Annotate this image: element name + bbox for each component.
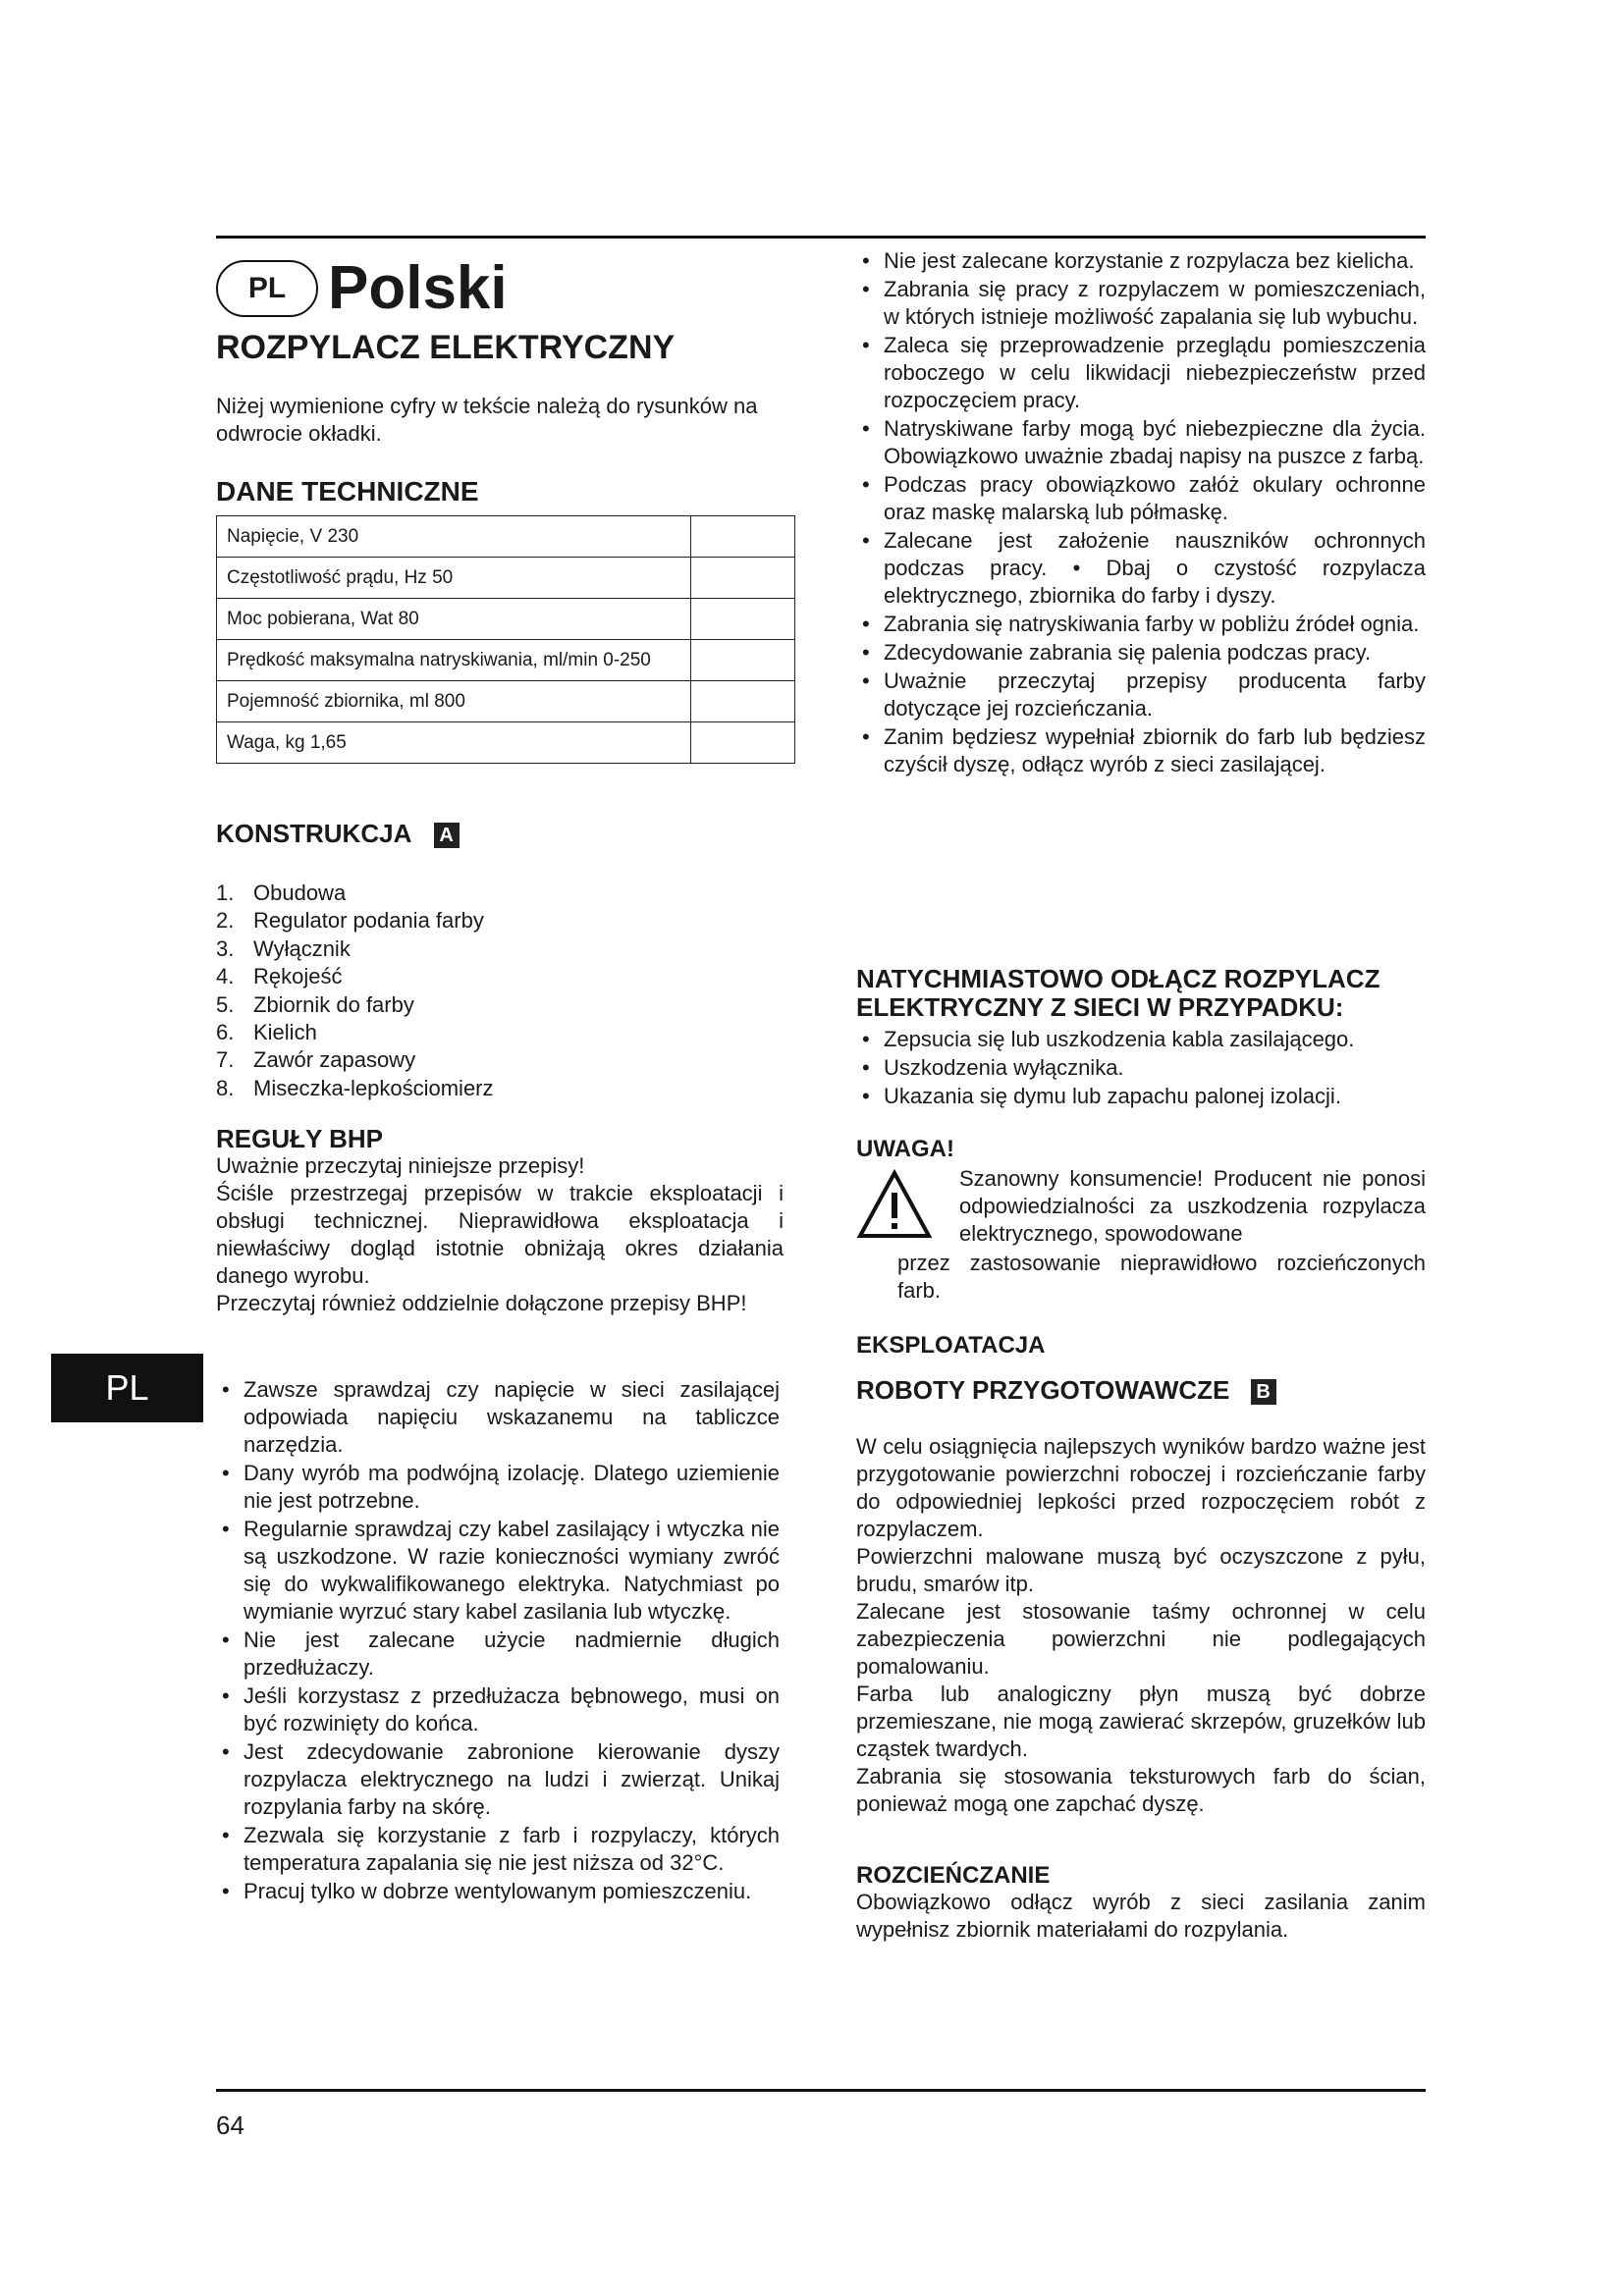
disconnect-bullet-list (856, 1026, 1426, 1111)
list-item: 1. Obudowa (216, 881, 347, 905)
list-item: • Dany wyrób ma podwójną izolację. Dlatego uziemienie nie jest potrzebne. (216, 1460, 780, 1515)
operation-heading: EKSPLOATACJA (856, 1332, 1046, 1359)
specs-label: Prędkość maksymalna natryskiwania, ml/min 0-250 (217, 640, 691, 681)
specs-label: Moc pobierana, Wat 80 (217, 599, 691, 640)
bottom-rule (216, 2089, 1426, 2092)
prep-paragraphs: W celu osiągnięcia najlepszych wyników bardzo ważne jest przygotowanie powierzchni roboczej i rozcieńczanie farby do odpowiedniej lepkości przed rozpoczęciem robót z rozpylaczem. Powierzchni malowane muszą być oczyszczone z pyłu, brudu, smarów itp. Zalecane jest stosowanie taśmy ochronnej w celu zabezpieczenia powierzchni nie podlegających pomalowaniu. Farba lub analogiczny płyn muszą być dobrze przemieszane, nie mogą zawierać skrzepów, gruzełków lub cząstek twardych. Zabrania się stosowania teksturowych farb do ścian, ponieważ mogą one zapchać dyszę. (856, 1434, 1426, 1816)
specs-row (217, 722, 795, 764)
language-side-tab-label: PL (105, 1367, 149, 1408)
list-item: • Zanim będziesz wypełniał zbiornik do farb lub będziesz czyścił dyszę, odłącz wyrób z sieci zasilającej. (856, 723, 1426, 778)
language-side-tab (51, 1354, 203, 1422)
list-item: • Zalecane jest założenie nauszników ochronnych podczas pracy. • Dbaj o czystość rozpylacza elektrycznego, zbiornika do farby i dyszy. (856, 527, 1426, 610)
specs-row (217, 640, 795, 681)
intro-text: Niżej wymienione cyfry w tekście należą do rysunków na odwrocie okładki. (216, 394, 758, 446)
specs-label: Waga, kg 1,65 (217, 722, 691, 764)
list-item: 8. Miseczka-lepkościomierz (216, 1075, 494, 1100)
figure-a-marker: A (434, 823, 460, 848)
dilution-text: Obowiązkowo odłącz wyrób z sieci zasilania zanim wypełnisz zbiornik materiałami do rozpylania. (856, 1890, 1426, 1942)
list-item: • Nie jest zalecane korzystanie z rozpylacza bez kielicha. (856, 247, 1426, 275)
list-item: • Nie jest zalecane użycie nadmiernie długich przedłużaczy. (216, 1627, 780, 1682)
disconnect-heading: NATYCHMIASTOWO ODŁĄCZ ROZPYLACZ ELEKTRYCZNY Z SIECI W PRZYPADKU: (856, 964, 1380, 1022)
list-item: • Natryskiwane farby mogą być niebezpieczne dla życia. Obowiązkowo uważnie zbadaj napisy na puszce z farbą. (856, 415, 1426, 470)
list-item: • Zawsze sprawdzaj czy napięcie w sieci zasilającej odpowiada napięciu wskazanemu na tabliczce narzędzia. (216, 1376, 780, 1459)
warning-text-wrapped: Szanowny konsumencie! Producent nie ponosi odpowiedzialności za uszkodzenia rozpylacza elektrycznego, spowodowane (959, 1166, 1426, 1246)
list-item: • Zepsucia się lub uszkodzenia kabla zasilającego. (856, 1026, 1426, 1053)
specs-label: Pojemność zbiornika, ml 800 (217, 681, 691, 722)
warning-triangle-icon (856, 1169, 933, 1240)
warning-text-rest: przez zastosowanie nieprawidłowo rozcieńczonych farb. (897, 1251, 1426, 1303)
specs-row (217, 558, 795, 599)
page-number: 64 (216, 2110, 244, 2140)
language-header (216, 253, 508, 323)
list-item: 7. Zawór zapasowy (216, 1047, 416, 1073)
specs-row (217, 681, 795, 722)
list-item: 3. Wyłącznik (216, 935, 351, 961)
list-item: • Uszkodzenia wyłącznika. (856, 1054, 1426, 1082)
specs-heading: DANE TECHNICZNE (216, 476, 479, 507)
language-title: Polski (328, 254, 508, 322)
list-item: • Regularnie sprawdzaj czy kabel zasilający i wtyczka nie są uszkodzone. W razie konieczności wymiany zwróć się do wykwalifikowanego elektryka. Natychmiast po wymianie wyrzuć stary kabel zasilania lub wtyczkę. (216, 1516, 780, 1626)
specs-label: Napięcie, V 230 (217, 516, 691, 558)
list-item: • Zdecydowanie zabrania się palenia podczas pracy. (856, 639, 1426, 667)
list-item: • Zabrania się pracy z rozpylaczem w pomieszczeniach, w których istnieje możliwość zapalania się lub wybuchu. (856, 276, 1426, 331)
product-title: ROZPYLACZ ELEKTRYCZNY (216, 329, 676, 366)
list-item: 6. Kielich (216, 1020, 317, 1045)
safety-bullet-list-continued (856, 247, 1426, 779)
specs-label: Częstotliwość prądu, Hz 50 (217, 558, 691, 599)
list-item: • Ukazania się dymu lub zapachu palonej izolacji. (856, 1083, 1426, 1110)
language-badge: PL (216, 260, 318, 317)
figure-b-marker: B (1251, 1379, 1276, 1405)
list-item: 5. Zbiornik do farby (216, 991, 414, 1017)
safety-bullet-list (216, 1376, 780, 1906)
list-item: • Pracuj tylko w dobrze wentylowanym pomieszczeniu. (216, 1878, 780, 1905)
top-rule (216, 236, 1426, 239)
list-item: • Jest zdecydowanie zabronione kierowanie dyszy rozpylacza elektrycznego na ludzi i zwierząt. Unikaj rozpylania farby na skórę. (216, 1738, 780, 1821)
warning-heading: UWAGA! (856, 1136, 954, 1162)
list-item: • Jeśli korzystasz z przedłużacza bębnowego, musi on być rozwinięty do końca. (216, 1682, 780, 1737)
list-item: 4. Rękojeść (216, 964, 343, 989)
safety-intro: Uważnie przeczytaj niniejsze przepisy! Ściśle przestrzegaj przepisów w trakcie eksploatacji i obsługi technicznej. Nieprawidłowa eksploatacja i niewłaściwy dogląd istotnie obniżają okres działania danego wyrobu. Przeczytaj również oddzielnie dołączone przepisy BHP! (216, 1153, 784, 1315)
list-item: • Uważnie przeczytaj przepisy producenta farby dotyczące jej rozcieńczania. (856, 667, 1426, 722)
specs-row (217, 516, 795, 558)
list-item: • Podczas pracy obowiązkowo załóż okulary ochronne oraz maskę malarską lub półmaskę. (856, 471, 1426, 526)
safety-heading: REGUŁY BHP (216, 1124, 383, 1153)
list-item: • Zezwala się korzystanie z farb i rozpylaczy, których temperatura zapalania się nie jest niższa od 32°C. (216, 1822, 780, 1877)
prep-heading: ROBOTY PRZYGOTOWAWCZE B (856, 1376, 1276, 1405)
construction-heading: KONSTRUKCJA A (216, 820, 460, 848)
specs-table (216, 515, 795, 764)
parts-list (216, 880, 494, 1102)
dilution-heading: ROZCIEŃCZANIE (856, 1862, 1051, 1889)
list-item: • Zabrania się natryskiwania farby w pobliżu źródeł ognia. (856, 611, 1426, 638)
list-item: • Zaleca się przeprowadzenie przeglądu pomieszczenia roboczego w celu likwidacji niebezpieczeństw przed rozpoczęciem pracy. (856, 332, 1426, 414)
list-item: 2. Regulator podania farby (216, 908, 484, 934)
specs-row (217, 599, 795, 640)
